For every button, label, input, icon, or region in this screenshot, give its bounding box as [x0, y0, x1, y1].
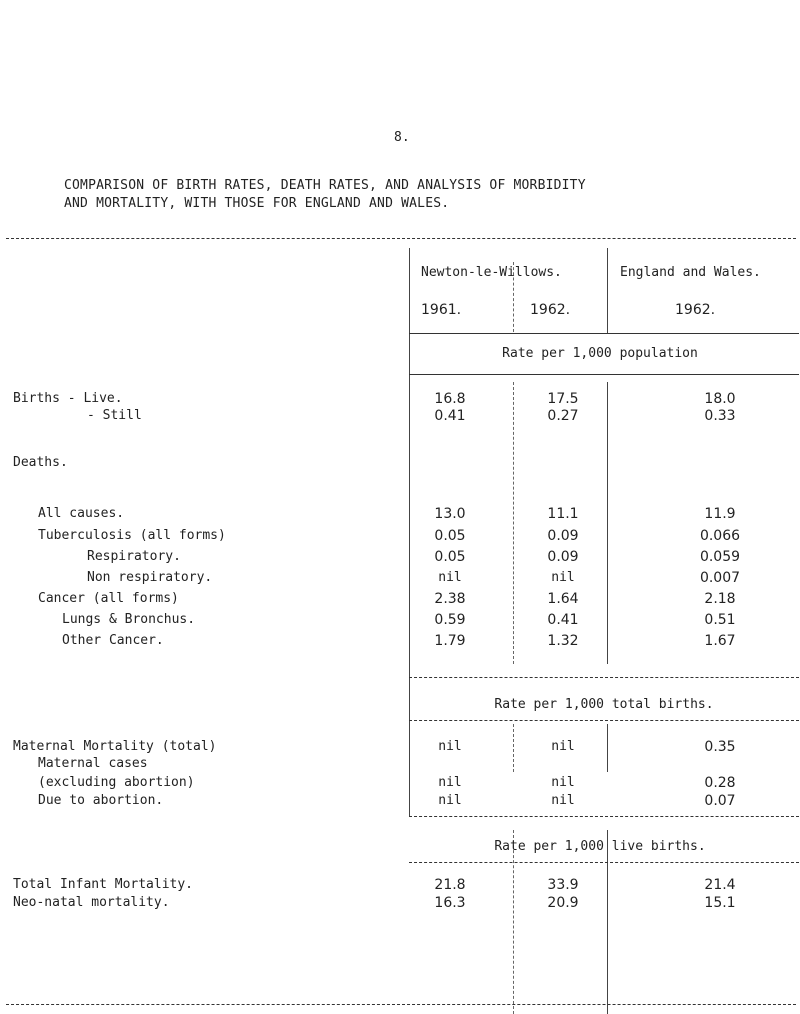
- section3-subrule: [409, 862, 799, 863]
- column-divider-section1-mid: [513, 382, 514, 664]
- cell-all-causes-1962: 11.1: [547, 506, 579, 522]
- row-label-all-causes: All causes.: [38, 506, 125, 521]
- row-label-lungs-bronchus: Lungs & Bronchus.: [62, 612, 196, 627]
- row-label-non-respiratory: Non respiratory.: [87, 570, 213, 585]
- cell-due-to-abortion-1961: nil: [438, 793, 462, 808]
- cell-due-to-abortion-national: 0.07: [704, 793, 736, 809]
- cell-lungs-bronchus-national: 0.51: [704, 612, 736, 628]
- cell-cancer-national: 2.18: [704, 591, 736, 607]
- cell-births-live-1962: 17.5: [547, 391, 579, 407]
- row-label-neo-natal-mortality: Neo-natal mortality.: [13, 895, 170, 910]
- cell-cancer-1962: 1.64: [547, 591, 579, 607]
- cell-maternal-mortality-national: 0.35: [704, 739, 736, 755]
- row-label-excluding-abortion: (excluding abortion): [38, 775, 195, 790]
- column-divider-section2-right: [607, 724, 608, 772]
- cell-non-respiratory-1961: nil: [438, 570, 462, 585]
- cell-lungs-bronchus-1962: 0.41: [547, 612, 579, 628]
- cell-lungs-bronchus-1961: 0.59: [434, 612, 466, 628]
- section2-header-rule: [409, 677, 799, 678]
- header-local-area: Newton-le-Willows.: [421, 265, 562, 280]
- column-divider-section2-mid: [513, 724, 514, 772]
- cell-other-cancer-1962: 1.32: [547, 633, 579, 649]
- section3-rate-label: Rate per 1,000 live births.: [494, 839, 706, 854]
- cell-total-infant-mortality-national: 21.4: [704, 877, 736, 893]
- section1-rate-label: Rate per 1,000 population: [502, 346, 698, 361]
- column-divider-section1-right: [607, 382, 608, 664]
- cell-all-causes-national: 11.9: [704, 506, 736, 522]
- row-label-cancer: Cancer (all forms): [38, 591, 179, 606]
- cell-all-causes-1961: 13.0: [434, 506, 466, 522]
- column-divider-section3-mid: [513, 830, 514, 1014]
- section1-subrule: [409, 374, 799, 375]
- column-divider-header-mid: [513, 262, 514, 332]
- cell-due-to-abortion-1962: nil: [551, 793, 575, 808]
- cell-births-live-1961: 16.8: [434, 391, 466, 407]
- cell-births-still-1962: 0.27: [547, 408, 579, 424]
- cell-total-infant-mortality-1961: 21.8: [434, 877, 466, 893]
- section2-subrule: [409, 720, 799, 721]
- header-year-1962-national: 1962.: [675, 302, 716, 318]
- cell-excluding-abortion-national: 0.28: [704, 775, 736, 791]
- cell-births-live-national: 18.0: [704, 391, 736, 407]
- title-line-2: AND MORTALITY, WITH THOSE FOR ENGLAND AND WALES.: [64, 196, 450, 211]
- cell-tuberculosis-1961: 0.05: [434, 528, 466, 544]
- column-divider-header-right: [607, 248, 608, 334]
- row-label-tuberculosis: Tuberculosis (all forms): [38, 528, 226, 543]
- cell-maternal-mortality-1962: nil: [551, 739, 575, 754]
- cell-maternal-mortality-1961: nil: [438, 739, 462, 754]
- title-line-1: COMPARISON OF BIRTH RATES, DEATH RATES, AND ANALYSIS OF MORBIDITY: [64, 178, 586, 193]
- row-label-maternal-cases: Maternal cases: [38, 756, 148, 771]
- header-year-1961: 1961.: [421, 302, 462, 318]
- row-label-total-infant-mortality: Total Infant Mortality.: [13, 877, 194, 892]
- section3-header-rule: [409, 816, 799, 817]
- cell-non-respiratory-1962: nil: [551, 570, 575, 585]
- cell-other-cancer-national: 1.67: [704, 633, 736, 649]
- cell-births-still-1961: 0.41: [434, 408, 466, 424]
- cell-cancer-1961: 2.38: [434, 591, 466, 607]
- cell-tuberculosis-national: 0.066: [699, 528, 741, 544]
- cell-neo-natal-mortality-1961: 16.3: [434, 895, 466, 911]
- cell-neo-natal-mortality-1962: 20.9: [547, 895, 579, 911]
- cell-total-infant-mortality-1962: 33.9: [547, 877, 579, 893]
- section1-header-rule: [409, 333, 799, 334]
- row-label-births-still: - Still: [87, 408, 142, 423]
- cell-neo-natal-mortality-national: 15.1: [704, 895, 736, 911]
- cell-births-still-national: 0.33: [704, 408, 736, 424]
- cell-excluding-abortion-1962: nil: [551, 775, 575, 790]
- header-year-1962-local: 1962.: [530, 302, 571, 318]
- cell-tuberculosis-1962: 0.09: [547, 528, 579, 544]
- bottom-rule: [6, 1004, 796, 1005]
- cell-respiratory-1961: 0.05: [434, 549, 466, 565]
- column-divider-section3-right: [607, 830, 608, 1014]
- row-label-births-live: Births - Live.: [13, 391, 123, 406]
- row-label-due-to-abortion: Due to abortion.: [38, 793, 164, 808]
- cell-respiratory-national: 0.059: [699, 549, 741, 565]
- page-number: 8.: [394, 130, 410, 145]
- cell-other-cancer-1961: 1.79: [434, 633, 466, 649]
- header-national-area: England and Wales.: [620, 265, 761, 280]
- section2-rate-label: Rate per 1,000 total births.: [494, 697, 714, 712]
- row-label-maternal-mortality: Maternal Mortality (total): [13, 739, 217, 754]
- row-label-respiratory: Respiratory.: [87, 549, 181, 564]
- cell-respiratory-1962: 0.09: [547, 549, 579, 565]
- row-label-other-cancer: Other Cancer.: [62, 633, 164, 648]
- row-label-deaths: Deaths.: [13, 455, 68, 470]
- cell-non-respiratory-national: 0.007: [699, 570, 741, 586]
- cell-excluding-abortion-1961: nil: [438, 775, 462, 790]
- top-rule: [6, 238, 796, 239]
